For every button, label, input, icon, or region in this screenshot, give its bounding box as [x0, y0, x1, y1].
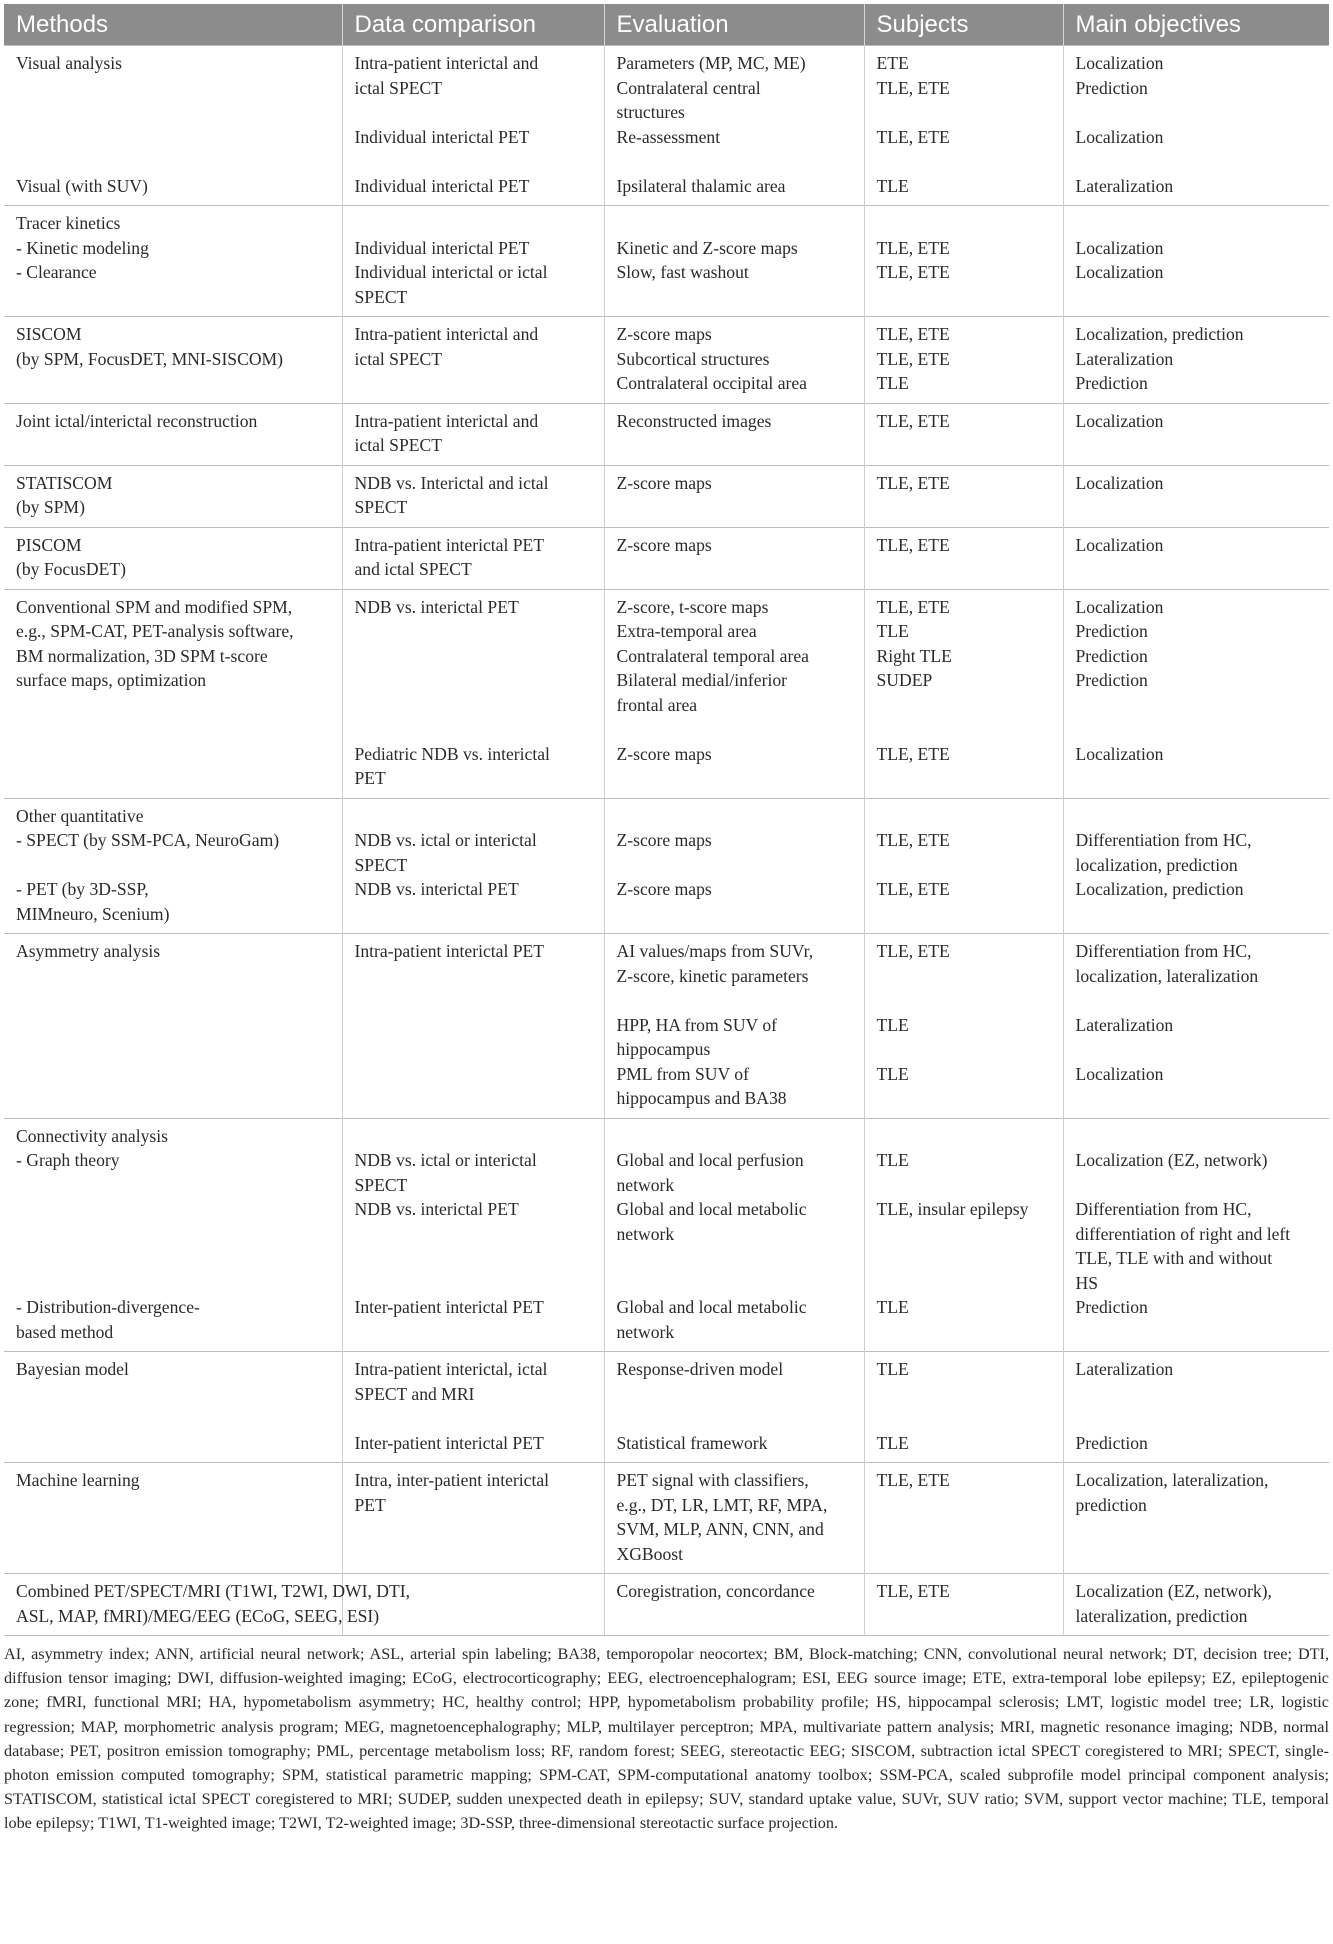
cell-line: TLE — [876, 175, 909, 196]
table-row — [4, 1574, 1329, 1636]
header-methods: Methods — [4, 4, 342, 46]
cell-line: Tracer kinetics — [16, 213, 121, 233]
evaluation-cell — [604, 403, 864, 465]
methods-cell — [4, 934, 342, 1119]
cell-line: Localization — [1075, 237, 1164, 258]
methods-cell — [4, 1118, 342, 1352]
evaluation-cell — [604, 798, 864, 934]
cell-line: Lateralization — [1075, 175, 1174, 196]
cell-line: Localization — [1075, 53, 1164, 73]
cell-line: Bayesian model — [16, 1359, 129, 1379]
cell-line: TLE, ETE — [876, 410, 950, 431]
cell-line: Prediction — [1075, 621, 1148, 641]
main-objectives-cell — [1063, 589, 1329, 798]
data-comparison-cell — [342, 527, 604, 589]
cell-line: hippocampus and BA38 — [616, 1088, 787, 1108]
main-objectives-cell — [1063, 1352, 1329, 1463]
cell-line: Intra-patient interictal and — [354, 410, 539, 431]
cell-line: Prediction — [1075, 77, 1148, 98]
cell-line: Inter-patient interictal PET — [354, 1297, 544, 1317]
cell-line: TLE, ETE — [876, 941, 950, 961]
data-comparison-cell — [342, 403, 604, 465]
cell-line: based method — [16, 1321, 114, 1342]
cell-line: Re-assessment — [616, 126, 721, 147]
cell-line: TLE, ETE — [876, 262, 950, 282]
cell-line: Prediction — [1075, 1297, 1148, 1317]
cell-line: network — [616, 1321, 675, 1342]
evaluation-cell — [604, 465, 864, 527]
subjects-cell — [864, 1352, 1063, 1463]
cell-line: (by SPM) — [16, 497, 85, 517]
cell-line: Parameters (MP, MC, ME) — [616, 53, 806, 73]
table-row — [4, 206, 1329, 317]
cell-line: (by SPM, FocusDET, MNI-SISCOM) — [16, 348, 284, 369]
cell-line: TLE, ETE — [876, 348, 950, 369]
table-row — [4, 934, 1329, 1119]
cell-line: TLE, TLE with and without — [1075, 1248, 1273, 1268]
cell-line: TLE — [876, 1359, 909, 1379]
cell-line: frontal area — [616, 694, 698, 715]
data-comparison-cell — [342, 317, 604, 404]
cell-line: NDB vs. interictal PET — [354, 879, 519, 899]
methods-cell — [4, 1463, 342, 1574]
cell-line: Localization — [1075, 743, 1164, 764]
cell-line: TLE — [876, 1150, 909, 1170]
cell-line: TLE, ETE — [876, 534, 950, 555]
cell-line: Localization, prediction — [1075, 324, 1244, 344]
cell-line: Global and local metabolic — [616, 1199, 807, 1219]
cell-line: SISCOM — [16, 324, 82, 344]
evaluation-cell — [604, 206, 864, 317]
methods-table — [4, 4, 1329, 1636]
cell-line: Individual interictal or ictal — [354, 262, 548, 282]
table-row — [4, 1463, 1329, 1574]
cell-line: differentiation of right and left — [1075, 1223, 1291, 1244]
cell-line: TLE, ETE — [876, 472, 950, 493]
data-comparison-cell — [342, 206, 604, 317]
cell-line: e.g., DT, LR, LMT, RF, MPA, — [616, 1494, 828, 1515]
cell-line: STATISCOM — [16, 472, 113, 493]
cell-line: TLE — [876, 621, 909, 641]
cell-line: Differentiation from HC, — [1075, 1199, 1252, 1219]
cell-line: Other quantitative — [16, 805, 144, 826]
evaluation-cell — [604, 317, 864, 404]
subjects-cell — [864, 1118, 1063, 1352]
table-row — [4, 589, 1329, 798]
cell-line: e.g., SPM-CAT, PET-analysis software, — [16, 621, 294, 641]
cell-line: Z-score maps — [616, 472, 712, 493]
subjects-cell — [864, 589, 1063, 798]
cell-line: Differentiation from HC, — [1075, 830, 1252, 850]
cell-line: Statistical framework — [616, 1432, 768, 1453]
cell-line: Kinetic and Z-score maps — [616, 237, 798, 258]
cell-line: prediction — [1075, 1494, 1147, 1515]
data-comparison-cell — [342, 465, 604, 527]
data-comparison-cell — [342, 46, 604, 206]
cell-line: TLE, insular epilepsy — [876, 1199, 1029, 1219]
cell-line: TLE, ETE — [876, 830, 950, 850]
cell-line: Lateralization — [1075, 1359, 1174, 1379]
header-data-comparison: Data comparison — [342, 4, 604, 46]
main-objectives-cell — [1063, 403, 1329, 465]
main-objectives-cell — [1063, 934, 1329, 1119]
cell-line: Bilateral medial/inferior — [616, 670, 787, 690]
cell-line: BM normalization, 3D SPM t-score — [16, 645, 268, 666]
cell-line: ictal SPECT — [354, 77, 442, 98]
cell-line: Z-score, kinetic parameters — [616, 965, 809, 986]
cell-line: PISCOM — [16, 534, 82, 555]
cell-line: ictal SPECT — [354, 348, 442, 369]
cell-line: Intra-patient interictal PET — [354, 534, 545, 555]
subjects-cell — [864, 403, 1063, 465]
cell-line: NDB vs. ictal or interictal — [354, 830, 537, 850]
cell-line: NDB vs. interictal PET — [354, 596, 519, 617]
evaluation-cell — [604, 1118, 864, 1352]
cell-line: Reconstructed images — [616, 410, 772, 431]
table-row — [4, 403, 1329, 465]
cell-line: Z-score maps — [616, 879, 712, 899]
cell-line: ASL, MAP, fMRI)/MEG/EEG (ECoG, SEEG, ESI) — [16, 1605, 380, 1626]
cell-line: structures — [616, 102, 685, 122]
header-main-objectives: Main objectives — [1063, 4, 1329, 46]
cell-line: Localization — [1075, 1063, 1164, 1084]
data-comparison-cell — [342, 589, 604, 798]
cell-line: Subcortical structures — [616, 348, 770, 369]
main-objectives-cell — [1063, 317, 1329, 404]
cell-line: SPECT and MRI — [354, 1383, 475, 1404]
methods-cell — [4, 206, 342, 317]
cell-line: Machine learning — [16, 1470, 140, 1490]
table-row — [4, 465, 1329, 527]
cell-line: ictal SPECT — [354, 435, 442, 455]
data-comparison-cell — [342, 798, 604, 934]
subjects-cell — [864, 934, 1063, 1119]
cell-line: Z-score maps — [616, 743, 712, 764]
cell-line: TLE — [876, 1014, 909, 1035]
table-header-row — [4, 4, 1329, 46]
cell-line: NDB vs. interictal PET — [354, 1199, 519, 1219]
cell-line: Prediction — [1075, 645, 1148, 666]
cell-line: PET — [354, 768, 386, 788]
cell-line: PML from SUV of — [616, 1063, 749, 1084]
cell-line: PET — [354, 1494, 386, 1515]
cell-line: Differentiation from HC, — [1075, 941, 1252, 961]
cell-line: Localization, prediction — [1075, 879, 1244, 899]
cell-line: Localization — [1075, 472, 1164, 493]
cell-line: Coregistration, concordance — [616, 1581, 815, 1601]
cell-line: Intra-patient interictal and — [354, 53, 539, 73]
cell-line: localization, lateralization — [1075, 965, 1259, 986]
subjects-cell — [864, 206, 1063, 317]
cell-line: Connectivity analysis — [16, 1125, 168, 1146]
table-row — [4, 527, 1329, 589]
cell-line: Prediction — [1075, 670, 1148, 690]
cell-line: network — [616, 1223, 675, 1244]
cell-line: TLE — [876, 1297, 909, 1317]
methods-cell — [4, 1352, 342, 1463]
data-comparison-cell — [342, 1352, 604, 1463]
data-comparison-cell — [342, 1118, 604, 1352]
cell-line: Individual interictal PET — [354, 175, 530, 196]
cell-line: ETE — [876, 53, 909, 73]
cell-line: Contralateral occipital area — [616, 373, 807, 393]
cell-line: TLE — [876, 373, 909, 393]
cell-line: Joint ictal/interictal reconstruction — [16, 410, 258, 431]
main-objectives-cell — [1063, 1118, 1329, 1352]
main-objectives-cell — [1063, 46, 1329, 206]
cell-line: Lateralization — [1075, 348, 1174, 369]
cell-line: MIMneuro, Scenium) — [16, 903, 170, 924]
cell-line: Right TLE — [876, 645, 952, 666]
cell-line: TLE, ETE — [876, 324, 950, 344]
cell-line: TLE, ETE — [876, 1581, 950, 1601]
cell-line: Z-score maps — [616, 534, 712, 555]
main-objectives-cell — [1063, 527, 1329, 589]
cell-line: Pediatric NDB vs. interictal — [354, 743, 550, 764]
cell-line: Contralateral central — [616, 77, 761, 98]
header-evaluation: Evaluation — [604, 4, 864, 46]
cell-line: Localization — [1075, 126, 1164, 147]
cell-line: TLE — [876, 1063, 909, 1084]
subjects-cell — [864, 527, 1063, 589]
cell-line: Asymmetry analysis — [16, 941, 161, 961]
table-row — [4, 1352, 1329, 1463]
cell-line: Prediction — [1075, 373, 1148, 393]
cell-line: Response-driven model — [616, 1359, 784, 1379]
table-row — [4, 317, 1329, 404]
cell-line: Combined PET/SPECT/MRI (T1WI, T2WI, DWI, DTI, — [16, 1581, 411, 1601]
subjects-cell — [864, 1463, 1063, 1574]
cell-line: Localization — [1075, 596, 1164, 617]
cell-line: TLE, ETE — [876, 126, 950, 147]
cell-line: Slow, fast washout — [616, 262, 749, 282]
cell-line: Lateralization — [1075, 1014, 1174, 1035]
data-comparison-cell — [342, 1463, 604, 1574]
cell-line: and ictal SPECT — [354, 559, 472, 579]
cell-line: Localization (EZ, network), — [1075, 1581, 1272, 1601]
cell-line: Intra-patient interictal and — [354, 324, 539, 344]
cell-line: SUDEP — [876, 670, 933, 690]
cell-line: Contralateral temporal area — [616, 645, 809, 666]
evaluation-cell — [604, 934, 864, 1119]
cell-line: hippocampus — [616, 1039, 711, 1059]
cell-line: localization, prediction — [1075, 854, 1238, 875]
table-footnote: AI, asymmetry index; ANN, artificial neural network; ASL, arterial spin labeling; BA38, temporopolar neocortex; BM, Block-matching; CNN, convolutional neural network; DT, decision tree; DTI, diffusion tensor imaging; DWI, diffusion-weighted imaging; ECoG, electrocorticography; EEG, electroencephalogram; ESI, EEG source image; ETE, extra-temporal lobe epilepsy; EZ, epileptogenic zone; fMRI, functional MRI; HA, hypometabolism asymmetry; HC, healthy control; HPP, hypometabolism probability profile; HS, hippocampal sclerosis; LMT, logistic model tree; LR, logistic regression; MAP, morphometric analysis program; MEG, magnetoencephalography; MLP, multilayer perceptron; MPA, multivariate pattern analysis; MRI, magnetic resonance imaging; NDB, normal database; PET, positron emission tomography; PML, percentage metabolism loss; RF, random forest; SEEG, stereotactic EEG; SISCOM, subtraction ictal SPECT coregistered to MRI; SPECT, single-photon emission computed tomography; SPM, statistical parametric mapping; SPM-CAT, SPM-computational anatomy toolbox; SSM-PCA, scaled subprofile model principal component analysis; STATISCOM, statistical ictal SPECT coregistered to MRI; SUDEP, sudden unexpected death in epilepsy; SUV, standard uptake value, SUVr, SUV ratio; SVM, support vector machine; TLE, temporal lobe epilepsy; T1WI, T1-weighted image; T2WI, T2-weighted image; 3D-SSP, three-dimensional stereotactic surface projection. — [4, 1645, 1329, 1833]
cell-line: Intra-patient interictal, ictal — [354, 1359, 548, 1379]
cell-line: SPECT — [354, 1174, 408, 1195]
cell-line: TLE, ETE — [876, 879, 950, 899]
cell-line: - Distribution-divergence- — [16, 1297, 200, 1317]
cell-line: SPECT — [354, 854, 408, 875]
subjects-cell — [864, 465, 1063, 527]
subjects-cell — [864, 798, 1063, 934]
evaluation-cell — [604, 589, 864, 798]
evaluation-cell — [604, 46, 864, 206]
cell-line: SPECT — [354, 286, 408, 307]
cell-line: surface maps, optimization — [16, 670, 207, 690]
cell-line: Z-score maps — [616, 830, 712, 850]
cell-line: TLE, ETE — [876, 237, 950, 258]
cell-line: SVM, MLP, ANN, CNN, and — [616, 1519, 824, 1539]
cell-line: HS — [1075, 1272, 1098, 1293]
cell-line: Intra, inter-patient interictal — [354, 1470, 550, 1490]
cell-line: Localization (EZ, network) — [1075, 1150, 1268, 1170]
cell-line: TLE, ETE — [876, 77, 950, 98]
methods-cell — [4, 589, 342, 798]
cell-line: network — [616, 1174, 675, 1195]
cell-line: Ipsilateral thalamic area — [616, 175, 786, 196]
methods-cell — [4, 465, 342, 527]
table-row — [4, 798, 1329, 934]
methods-cell — [4, 403, 342, 465]
methods-cell — [4, 46, 342, 206]
cell-line: Localization, lateralization, — [1075, 1470, 1269, 1490]
cell-line: - SPECT (by SSM-PCA, NeuroGam) — [16, 830, 280, 850]
methods-cell — [4, 1574, 411, 1636]
cell-line: - Graph theory — [16, 1150, 120, 1170]
cell-line: SPECT — [354, 497, 408, 517]
main-objectives-cell — [1063, 1463, 1329, 1574]
cell-line: Global and local metabolic — [616, 1297, 807, 1317]
cell-line: Conventional SPM and modified SPM, — [16, 596, 293, 617]
document-page — [4, 4, 1329, 1836]
cell-line: Z-score, t-score maps — [616, 596, 769, 617]
cell-line: PET signal with classifiers, — [616, 1470, 809, 1490]
cell-line: TLE, ETE — [876, 743, 950, 764]
cell-line: - PET (by 3D-SSP, — [16, 879, 149, 899]
table-body — [4, 46, 1329, 1636]
cell-line: Visual analysis — [16, 53, 122, 73]
cell-line: XGBoost — [616, 1543, 683, 1564]
cell-line: lateralization, prediction — [1075, 1605, 1248, 1626]
cell-line: TLE — [876, 1432, 909, 1453]
cell-line: Extra-temporal area — [616, 621, 757, 641]
methods-cell — [4, 798, 342, 934]
cell-line: Localization — [1075, 410, 1164, 431]
cell-line: Intra-patient interictal PET — [354, 941, 545, 961]
cell-line: Localization — [1075, 534, 1164, 555]
evaluation-cell — [604, 527, 864, 589]
methods-cell — [4, 317, 342, 404]
cell-line: Visual (with SUV) — [16, 175, 148, 196]
subjects-cell — [864, 1574, 1063, 1636]
cell-line: Individual interictal PET — [354, 126, 530, 147]
evaluation-cell — [604, 1574, 864, 1636]
evaluation-cell — [604, 1463, 864, 1574]
cell-line: Localization — [1075, 262, 1164, 282]
subjects-cell — [864, 317, 1063, 404]
cell-line: TLE, ETE — [876, 1470, 950, 1490]
cell-line: - Clearance — [16, 262, 97, 282]
cell-line: Inter-patient interictal PET — [354, 1432, 544, 1453]
main-objectives-cell — [1063, 798, 1329, 934]
cell-line: NDB vs. Interictal and ictal — [354, 472, 549, 493]
main-objectives-cell — [1063, 206, 1329, 317]
table-row — [4, 46, 1329, 206]
cell-line: TLE, ETE — [876, 596, 950, 617]
cell-line: - Kinetic modeling — [16, 237, 149, 258]
table-row — [4, 1118, 1329, 1352]
main-objectives-cell — [1063, 1574, 1329, 1636]
data-comparison-cell — [342, 934, 604, 1119]
main-objectives-cell — [1063, 465, 1329, 527]
methods-cell — [4, 527, 342, 589]
subjects-cell — [864, 46, 1063, 206]
header-subjects: Subjects — [864, 4, 1063, 46]
cell-line: AI values/maps from SUVr, — [616, 941, 814, 961]
cell-line: Z-score maps — [616, 324, 712, 344]
evaluation-cell — [604, 1352, 864, 1463]
cell-line: NDB vs. ictal or interictal — [354, 1150, 537, 1170]
cell-line: Global and local perfusion — [616, 1150, 804, 1170]
cell-line: HPP, HA from SUV of — [616, 1014, 777, 1035]
cell-line: (by FocusDET) — [16, 559, 126, 579]
cell-line: Individual interictal PET — [354, 237, 530, 258]
cell-line: Prediction — [1075, 1432, 1148, 1453]
